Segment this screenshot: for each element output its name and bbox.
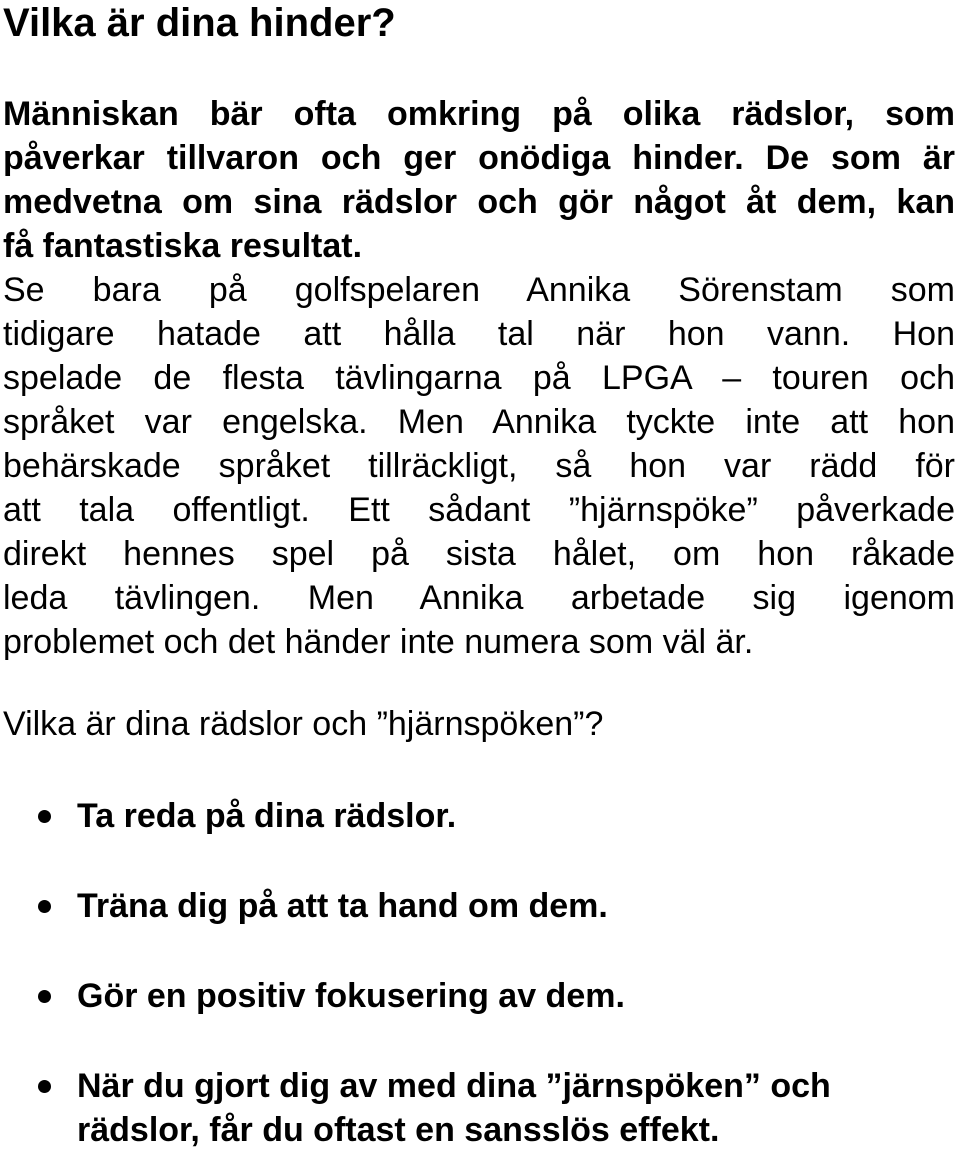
bullet-icon [38,810,51,823]
bullet-icon [38,1080,51,1093]
intro-line: få fantastiska resultat. [3,227,363,265]
intro-paragraph [3,92,955,268]
story-line: problemet och det händer inte numera som väl är. [3,623,754,661]
story-line: direkt hennes spel på sista hålet, om hon råkade [3,535,955,573]
story-line: språket var engelska. Men Annika tyckte inte att hon [3,403,955,441]
bullet-text: När du gjort dig av med dina ”järnspöken” och rädslor, får du oftast en sansslös effekt. [77,1067,831,1149]
bullet-text: Träna dig på att ta hand om dem. [77,887,608,925]
bullet-text: Gör en positiv fokusering av dem. [77,977,625,1015]
story-line: Se bara på golfspelaren Annika Sörenstam som [3,271,955,309]
story-line: behärskade språket tillräckligt, så hon var rädd för [3,447,955,485]
bullet-text: Ta reda på dina rädslor. [77,797,457,835]
question-text: Vilka är dina rädslor och ”hjärnspöken”? [3,705,604,743]
story-line: att tala offentligt. Ett sådant ”hjärnspöke” påverkade [3,491,955,529]
story-line: spelade de flesta tävlingarna på LPGA – touren och [3,359,955,397]
intro-line: påverkar tillvaron och ger onödiga hinder. De som är [3,139,955,177]
intro-line: Människan bär ofta omkring på olika rädslor, som [3,95,955,133]
bullet-icon [38,900,51,913]
intro-line: medvetna om sina rädslor och gör något åt dem, kan [3,183,955,221]
page-title: Vilka är dina hinder? [3,1,396,45]
bullet-icon [38,990,51,1003]
story-line: tidigare hatade att hålla tal när hon vann. Hon [3,315,955,353]
question-line [3,702,955,746]
story-paragraph [3,268,955,664]
story-line: leda tävlingen. Men Annika arbetade sig igenom [3,579,955,617]
